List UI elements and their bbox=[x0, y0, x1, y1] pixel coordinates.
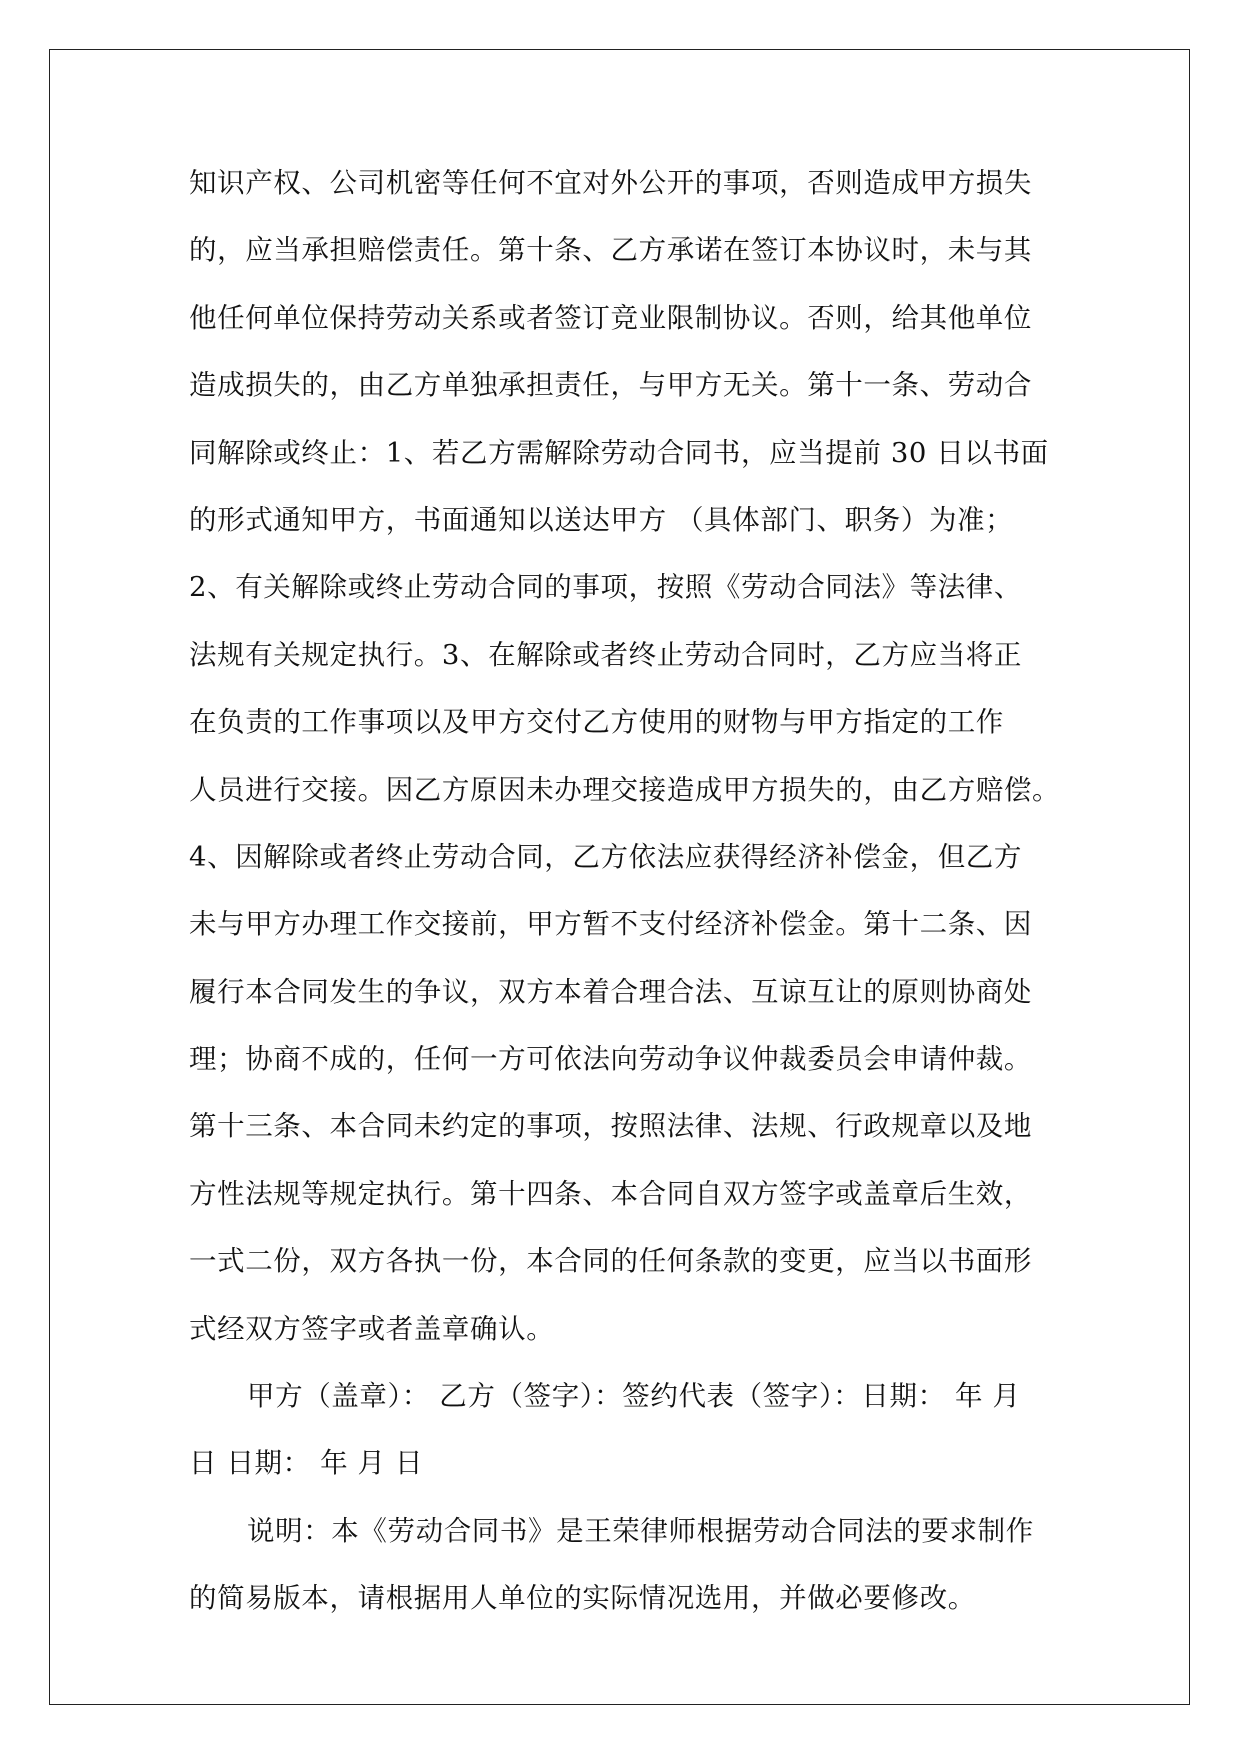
contract-body bbox=[189, 160, 1069, 1643]
body-line: 知识产权、公司机密等任何不宜对外公开的事项，否则造成甲方损失 bbox=[189, 167, 1032, 199]
body-line: 履行本合同发生的争议，双方本着合理合法、互谅互让的原则协商处 bbox=[189, 975, 1032, 1008]
body-line: 在负责的工作事项以及甲方交付乙方使用的财物与甲方指定的工作 bbox=[189, 706, 1004, 739]
body-line: 同解除或终止：1、若乙方需解除劳动合同书，应当提前 30 日以书面 bbox=[189, 436, 1049, 469]
body-line: 式经双方签字或者盖章确认。 bbox=[189, 1312, 555, 1345]
body-line: 人员进行交接。因乙方原因未办理交接造成甲方损失的，由乙方赔偿。 bbox=[189, 773, 1061, 806]
body-line: 的形式通知甲方，书面通知以送达甲方 （具体部门、职务）为准； bbox=[189, 503, 1014, 536]
body-line: 的，应当承担赔偿责任。第十条、乙方承诺在签订本协议时，未与其 bbox=[189, 234, 1032, 267]
body-line: 4、因解除或者终止劳动合同，乙方依法应获得经济补偿金，但乙方 bbox=[189, 840, 1022, 873]
body-line: 理；协商不成的，任何一方可依法向劳动争议仲裁委员会申请仲裁。 bbox=[189, 1043, 1032, 1076]
body-line: 他任何单位保持劳动关系或者签订竞业限制协议。否则，给其他单位 bbox=[189, 301, 1032, 334]
note-line: 说明：本《劳动合同书》是王荣律师根据劳动合同法的要求制作 bbox=[247, 1514, 1034, 1547]
signature-line: 甲方（盖章）： 乙方（签字）：签约代表（签字）：日期： 年 月 bbox=[247, 1380, 1021, 1413]
body-line: 造成损失的，由乙方单独承担责任，与甲方无关。第十一条、劳动合 bbox=[189, 369, 1032, 402]
body-line: 2、有关解除或终止劳动合同的事项，按照《劳动合同法》等法律、 bbox=[189, 571, 1022, 604]
body-line: 第十三条、本合同未约定的事项，按照法律、法规、行政规章以及地 bbox=[189, 1110, 1032, 1143]
signature-date-line: 日 日期： 年 月 日 bbox=[189, 1447, 424, 1480]
body-line: 一式二份，双方各执一份，本合同的任何条款的变更，应当以书面形 bbox=[189, 1245, 1032, 1278]
body-line: 未与甲方办理工作交接前，甲方暂不支付经济补偿金。第十二条、因 bbox=[189, 908, 1032, 941]
note-line: 的简易版本，请根据用人单位的实际情况选用，并做必要修改。 bbox=[189, 1582, 976, 1615]
body-line: 法规有关规定执行。3、在解除或者终止劳动合同时，乙方应当将正 bbox=[189, 638, 1022, 671]
body-line: 方性法规等规定执行。第十四条、本合同自双方签字或盖章后生效， bbox=[189, 1177, 1032, 1210]
